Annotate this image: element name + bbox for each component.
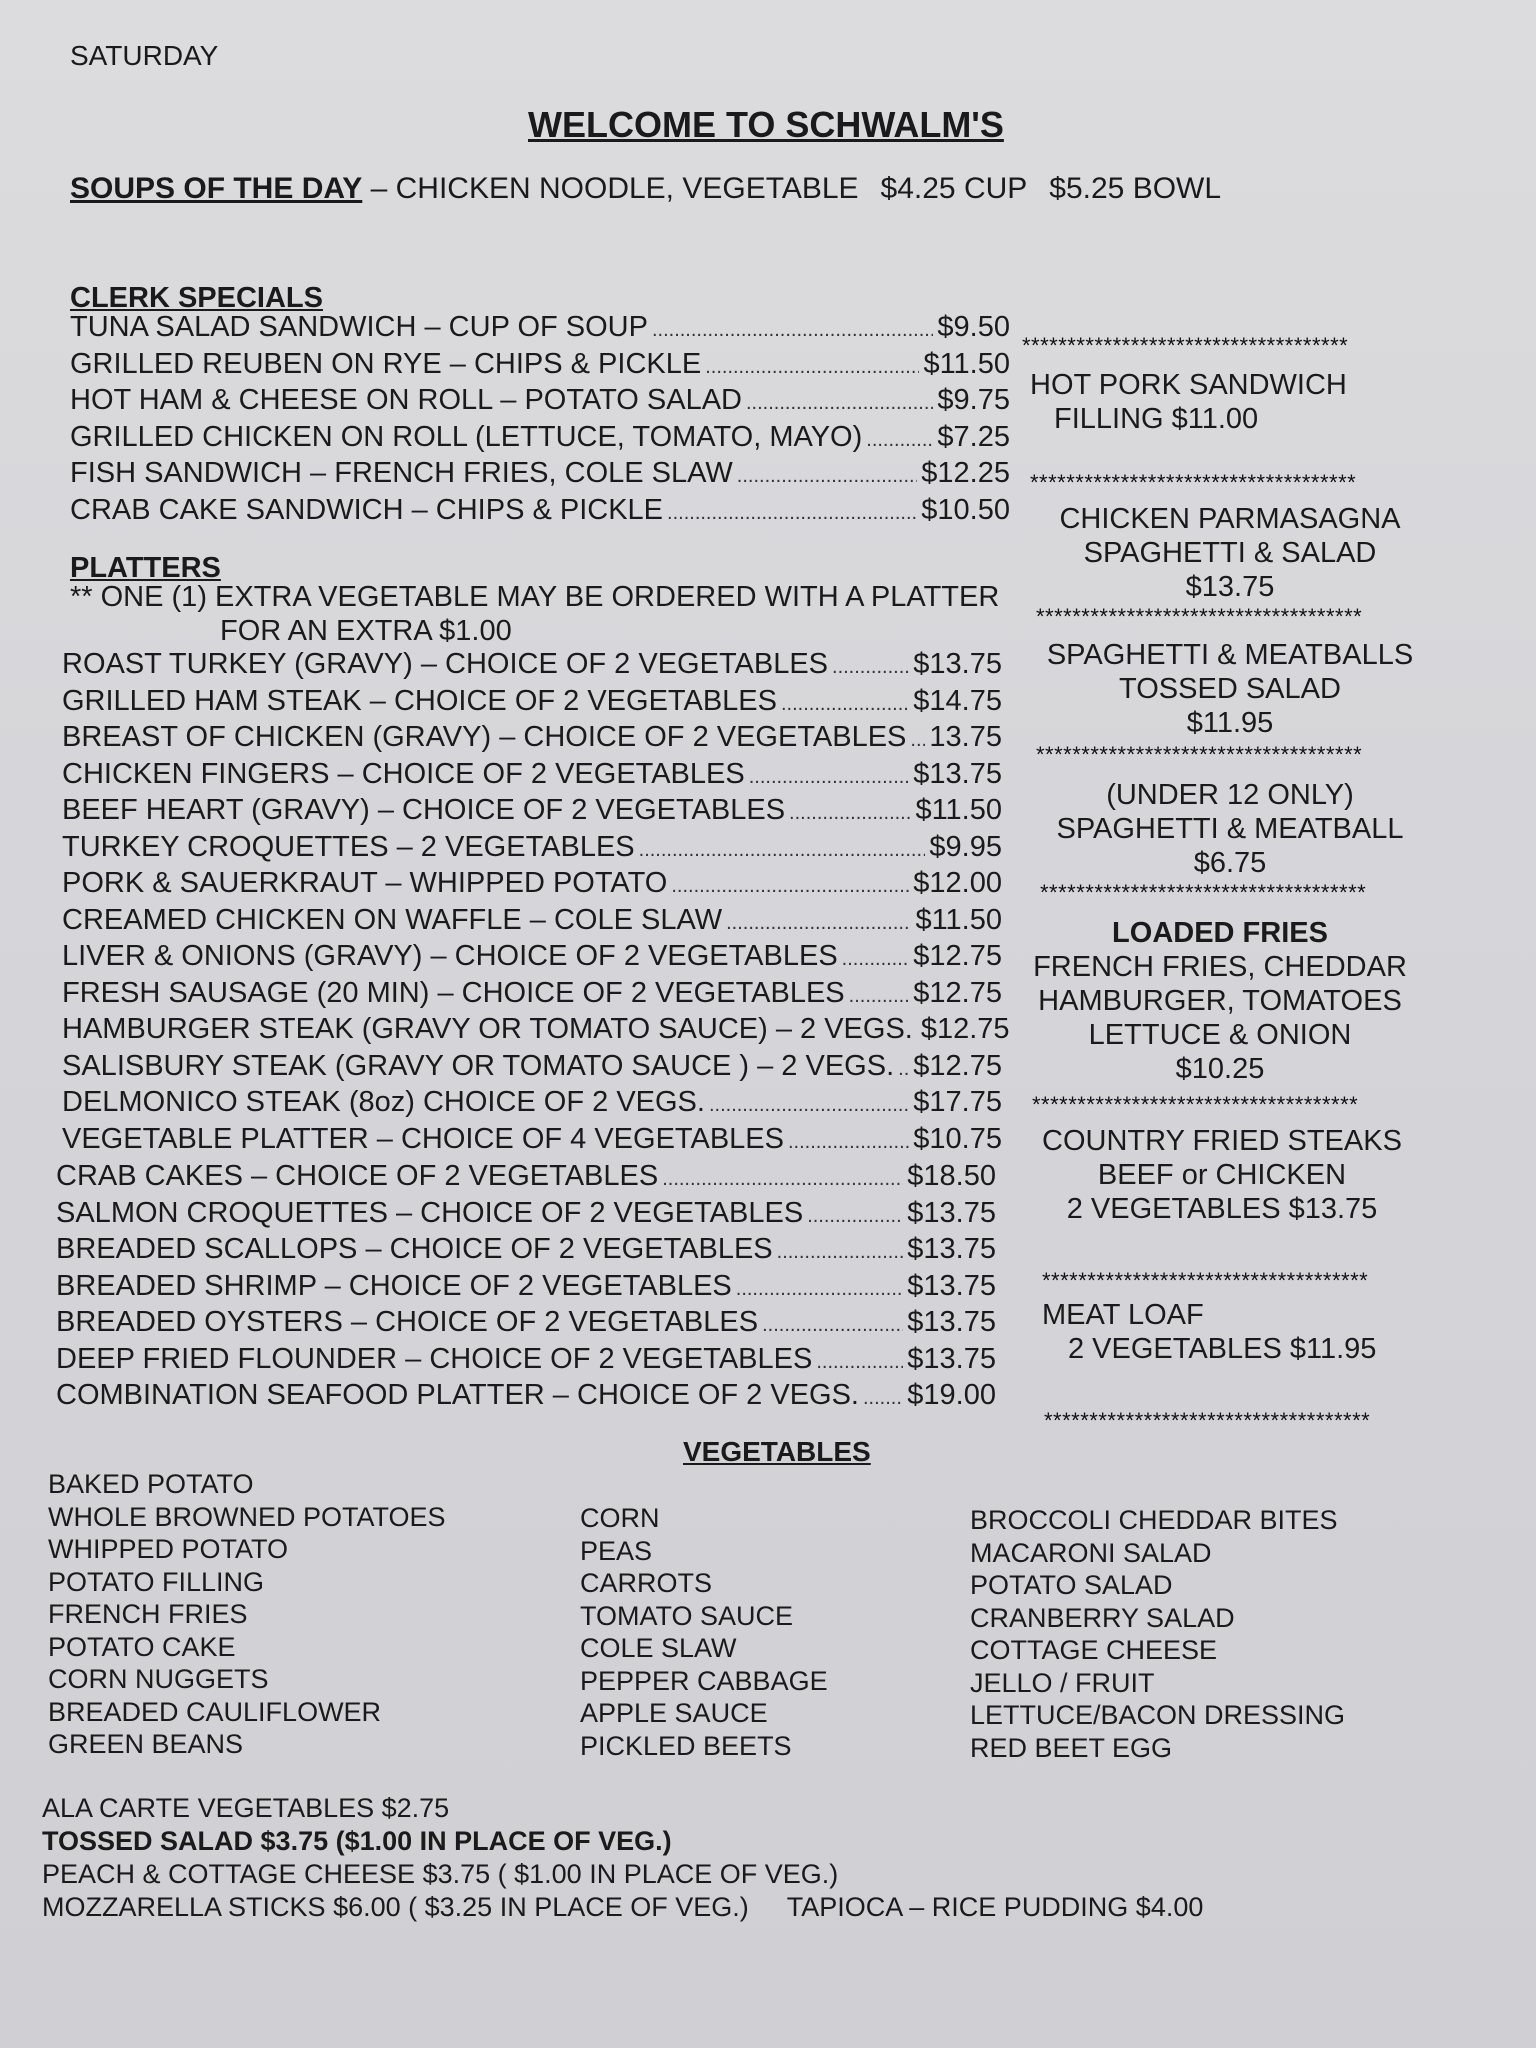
menu-item-row	[56, 1160, 996, 1197]
mozzarella-line	[42, 1891, 1203, 1924]
menu-item-name: DEEP FRIED FLOUNDER – CHOICE OF 2 VEGETABLES	[56, 1342, 813, 1375]
dot-leader	[709, 1089, 909, 1123]
dot-leader	[781, 688, 909, 722]
dot-leader	[863, 1382, 903, 1416]
menu-item-price: $12.00	[913, 867, 1002, 899]
meat-loaf-title: MEAT LOAF	[1042, 1299, 1204, 1331]
vegetable-item: RED BEET EGG	[970, 1732, 1173, 1763]
menu-item-row	[62, 1123, 1002, 1160]
dot-leader	[807, 1200, 903, 1234]
menu-item-price: $13.75	[913, 757, 1002, 790]
soup-bowl-price: $5.25 BOWL	[1049, 172, 1222, 205]
menu-item-price: $13.75	[907, 1342, 996, 1375]
dot-leader	[736, 1273, 904, 1307]
divider-stars: ************************************	[1040, 880, 1367, 905]
loaded-fries-line: LETTUCE & ONION	[1088, 1019, 1352, 1051]
menu-item-row	[70, 494, 1010, 531]
vegetable-item: PICKLED BEETS	[580, 1730, 792, 1761]
tossed-salad-line: TOSSED SALAD $3.75 ($1.00 IN PLACE OF VEG.)	[42, 1826, 672, 1856]
ala-carte-line: ALA CARTE VEGETABLES $2.75	[42, 1793, 450, 1823]
menu-item-price: $11.50	[915, 903, 1002, 936]
platters-note-extra: FOR AN EXTRA $1.00	[220, 615, 512, 647]
dot-leader	[737, 460, 918, 494]
vegetable-item: CRANBERRY SALAD	[970, 1602, 1235, 1633]
menu-item-name: BREADED OYSTERS – CHOICE OF 2 VEGETABLES	[56, 1306, 759, 1338]
menu-item-row	[70, 348, 1010, 385]
dot-leader	[788, 1126, 909, 1160]
menu-item-row	[70, 457, 1010, 494]
dot-leader	[639, 834, 926, 868]
menu-item-row	[62, 685, 1002, 722]
menu-item-name: COMBINATION SEAFOOD PLATTER – CHOICE OF 2 VEGS.	[56, 1379, 859, 1411]
menu-item-price: $12.75	[913, 976, 1002, 1009]
dot-leader	[671, 870, 909, 904]
menu-item-price: $11.50	[923, 347, 1010, 380]
dot-leader	[746, 387, 933, 421]
seafood-list	[56, 1160, 1010, 1416]
loaded-fries-line: HAMBURGER, TOMATOES	[1038, 985, 1402, 1017]
spaghetti-desc: TOSSED SALAD	[1119, 673, 1341, 705]
dot-leader	[726, 907, 911, 941]
loaded-fries-line: FRENCH FRIES, CHEDDAR	[1033, 951, 1407, 983]
menu-item-price: $13.75	[907, 1306, 996, 1338]
menu-item-price: $12.25	[921, 457, 1010, 489]
platters-note: ** ONE (1) EXTRA VEGETABLE MAY BE ORDERED WITH A PLATTER	[70, 581, 1000, 613]
kids-special	[1030, 778, 1430, 880]
menu-item-name: TUNA SALAD SANDWICH – CUP OF SOUP	[70, 311, 648, 343]
parmasagna-desc: SPAGHETTI & SALAD	[1083, 537, 1377, 569]
hot-pork-special	[1030, 368, 1347, 436]
vegetable-item: LETTUCE/BACON DRESSING	[970, 1700, 1346, 1730]
meat-loaf-special	[1042, 1298, 1376, 1366]
parmasagna-price: $13.75	[1185, 571, 1275, 603]
menu-item-row	[70, 421, 1010, 458]
divider-stars: ************************************	[1044, 1408, 1371, 1433]
loaded-fries-special	[1020, 916, 1420, 1086]
parmasagna-title: CHICKEN PARMASAGNA	[1059, 503, 1401, 535]
vegetable-item: FRENCH FRIES	[48, 1599, 248, 1629]
vegetable-item: TOMATO SAUCE	[580, 1600, 794, 1631]
menu-item-row	[56, 1233, 996, 1270]
menu-item-row	[62, 977, 1002, 1014]
menu-item-name: ROAST TURKEY (GRAVY) – CHOICE OF 2 VEGETABLES	[62, 648, 829, 680]
menu-item-price: $19.00	[907, 1379, 996, 1411]
spaghetti-special	[1030, 638, 1430, 740]
menu-item-name: HOT HAM & CHEESE ON ROLL – POTATO SALAD	[70, 384, 742, 416]
menu-item-price: $12.75	[920, 1013, 1010, 1045]
vegetable-item: COTTAGE CHEESE	[970, 1635, 1218, 1665]
vegetable-item: MACARONI SALAD	[970, 1537, 1212, 1568]
platters-heading: PLATTERS	[70, 552, 221, 584]
clerk-specials-list	[70, 311, 1010, 530]
vegetable-item: BREADED CAULIFLOWER	[48, 1696, 382, 1727]
menu-item-row	[70, 311, 1010, 348]
country-fried-price: 2 VEGETABLES $13.75	[1066, 1193, 1378, 1225]
menu-item-price: 13.75	[929, 721, 1002, 753]
soups-line	[70, 172, 1221, 206]
vegetable-item: WHIPPED POTATO	[48, 1534, 289, 1564]
dot-leader	[832, 651, 909, 685]
vegetables-heading: VEGETABLES	[683, 1436, 871, 1467]
menu-item-row	[62, 1050, 1002, 1087]
country-fried-title: COUNTRY FRIED STEAKS	[1042, 1125, 1402, 1157]
dot-leader	[777, 1236, 904, 1270]
menu-item-price: $17.75	[913, 1086, 1002, 1118]
menu-item-price: $12.75	[913, 1049, 1002, 1082]
dot-leader	[816, 1346, 903, 1380]
dot-leader	[667, 497, 917, 531]
menu-item-row	[70, 384, 1010, 421]
vegetable-item: APPLE SAUCE	[580, 1698, 768, 1728]
menu-item-name: FISH SANDWICH – FRENCH FRIES, COLE SLAW	[70, 457, 733, 489]
page-title: WELCOME TO SCHWALM'S	[528, 104, 1004, 145]
peach-cottage-line: PEACH & COTTAGE CHEESE $3.75 ( $1.00 IN PLACE OF VEG.)	[42, 1859, 839, 1889]
menu-item-name: CRAB CAKE SANDWICH – CHIPS & PICKLE	[70, 493, 664, 526]
menu-item-name: PORK & SAUERKRAUT – WHIPPED POTATO	[62, 867, 668, 899]
dot-leader	[898, 1053, 909, 1087]
meat-loaf-price: 2 VEGETABLES $11.95	[1068, 1333, 1377, 1365]
menu-item-row	[56, 1197, 996, 1234]
vegetables-column-1	[48, 1468, 446, 1761]
menu-item-row	[56, 1306, 996, 1343]
dot-leader	[849, 980, 910, 1014]
tapioca-text: TAPIOCA – RICE PUDDING $4.00	[786, 1892, 1204, 1922]
dot-leader	[842, 943, 910, 977]
menu-item-name: BREAST OF CHICKEN (GRAVY) – CHOICE OF 2 VEGETABLES	[62, 721, 907, 753]
menu-item-name: BEEF HEART (GRAVY) – CHOICE OF 2 VEGETABLES	[62, 794, 786, 826]
vegetable-item: PEPPER CABBAGE	[580, 1665, 828, 1696]
day-label: SATURDAY	[70, 40, 219, 71]
vegetable-item: BAKED POTATO	[48, 1469, 254, 1499]
vegetable-item: CARROTS	[580, 1568, 713, 1598]
dot-leader	[662, 1163, 903, 1197]
divider-stars: ************************************	[1042, 1268, 1369, 1293]
menu-item-name: SALISBURY STEAK (GRAVY OR TOMATO SAUCE ) – 2 VEGS.	[62, 1049, 895, 1082]
vegetable-item: WHOLE BROWNED POTATOES	[48, 1501, 446, 1532]
soups-label: SOUPS OF THE DAY	[70, 172, 363, 205]
menu-item-row	[62, 721, 1002, 758]
divider-stars: ************************************	[1022, 333, 1349, 358]
vegetable-item: COLE SLAW	[580, 1633, 737, 1663]
menu-item-price: $18.50	[907, 1160, 996, 1192]
menu-item-row	[62, 1013, 1010, 1050]
hot-pork-price: FILLING $11.00	[1054, 403, 1259, 435]
dot-leader	[749, 761, 910, 795]
menu-item-price: $13.75	[907, 1269, 996, 1302]
vegetable-item: GREEN BEANS	[48, 1729, 244, 1759]
vegetable-item: CORN NUGGETS	[48, 1664, 269, 1694]
platters-list	[62, 648, 1010, 1159]
menu-item-price: $9.50	[937, 311, 1010, 343]
menu-item-row	[62, 758, 1002, 795]
loaded-fries-title: LOADED FRIES	[1112, 917, 1328, 949]
kids-note: (UNDER 12 ONLY)	[1106, 779, 1354, 811]
menu-item-row	[56, 1379, 996, 1416]
menu-item-price: $13.75	[913, 648, 1002, 680]
menu-item-price: $9.75	[937, 384, 1010, 416]
menu-item-row	[62, 648, 1002, 685]
vegetables-column-2	[580, 1502, 828, 1762]
menu-item-name: SALMON CROQUETTES – CHOICE OF 2 VEGETABLES	[56, 1196, 804, 1229]
menu-item-price: $10.75	[913, 1122, 1002, 1155]
menu-item-name: DELMONICO STEAK (8oz) CHOICE OF 2 VEGS.	[62, 1086, 705, 1118]
menu-item-name: CHICKEN FINGERS – CHOICE OF 2 VEGETABLES	[62, 757, 745, 790]
menu-item-row	[62, 867, 1002, 904]
dot-leader	[866, 424, 933, 458]
menu-item-name: CRAB CAKES – CHOICE OF 2 VEGETABLES	[56, 1160, 659, 1192]
clerk-specials-heading: CLERK SPECIALS	[70, 282, 323, 314]
vegetable-item: POTATO FILLING	[48, 1566, 265, 1597]
soups-text: – CHICKEN NOODLE, VEGETABLE	[362, 172, 859, 205]
menu-item-name: VEGETABLE PLATTER – CHOICE OF 4 VEGETABLES	[62, 1122, 784, 1155]
kids-price: $6.75	[1193, 847, 1267, 879]
menu-item-price: $12.75	[913, 940, 1002, 972]
country-fried-desc: BEEF or CHICKEN	[1097, 1159, 1347, 1191]
vegetable-item: CORN	[580, 1503, 660, 1533]
menu-item-name: TURKEY CROQUETTES – 2 VEGETABLES	[62, 830, 635, 863]
divider-stars: ************************************	[1032, 1092, 1359, 1117]
menu-item-name: FRESH SAUSAGE (20 MIN) – CHOICE OF 2 VEGETABLES	[62, 976, 845, 1009]
kids-title: SPAGHETTI & MEATBALL	[1056, 813, 1404, 845]
menu-item-row	[62, 794, 1002, 831]
menu-item-name: CREAMED CHICKEN ON WAFFLE – COLE SLAW	[62, 903, 723, 936]
menu-item-price: $13.75	[907, 1196, 996, 1229]
soup-cup-price: $4.25 CUP	[880, 172, 1028, 205]
menu-item-row	[56, 1343, 996, 1380]
spaghetti-title: SPAGHETTI & MEATBALLS	[1046, 639, 1414, 671]
dot-leader	[652, 314, 933, 348]
spaghetti-price: $11.95	[1186, 707, 1274, 739]
divider-stars: ************************************	[1030, 470, 1357, 495]
menu-item-name: BREADED SHRIMP – CHOICE OF 2 VEGETABLES	[56, 1269, 732, 1302]
vegetable-item: POTATO CAKE	[48, 1631, 236, 1662]
menu-item-name: GRILLED REUBEN ON RYE – CHIPS & PICKLE	[70, 347, 702, 380]
divider-stars: ************************************	[1036, 742, 1363, 767]
vegetable-item: BROCCOLI CHEDDAR BITES	[970, 1505, 1338, 1535]
vegetables-column-3	[970, 1504, 1345, 1764]
vegetable-item: PEAS	[580, 1535, 653, 1566]
menu-item-price: $9.95	[929, 830, 1002, 863]
menu-item-row	[62, 940, 1002, 977]
menu-item-name: BREADED SCALLOPS – CHOICE OF 2 VEGETABLES	[56, 1233, 773, 1265]
dot-leader	[762, 1309, 903, 1343]
menu-item-name: GRILLED HAM STEAK – CHOICE OF 2 VEGETABLES	[62, 684, 777, 717]
menu-item-row	[56, 1270, 996, 1307]
mozzarella-text: MOZZARELLA STICKS $6.00 ( $3.25 IN PLACE OF VEG.)	[42, 1892, 749, 1922]
menu-item-price: $13.75	[907, 1233, 996, 1265]
loaded-fries-price: $10.25	[1175, 1053, 1265, 1085]
dot-leader	[789, 797, 911, 831]
menu-item-name: GRILLED CHICKEN ON ROLL (LETTUCE, TOMATO, MAYO)	[70, 420, 863, 453]
vegetable-item: JELLO / FRUIT	[970, 1667, 1155, 1698]
menu-item-row	[62, 904, 1002, 941]
hot-pork-title: HOT PORK SANDWICH	[1030, 369, 1347, 401]
extras-section	[42, 1792, 1203, 1924]
menu-item-price: $11.50	[915, 794, 1002, 826]
dot-leader	[705, 351, 919, 385]
menu-item-row	[62, 831, 1002, 868]
vegetable-item: POTATO SALAD	[970, 1570, 1173, 1600]
parmasagna-special	[1030, 502, 1430, 604]
country-fried-special	[1022, 1124, 1422, 1226]
menu-item-price: $7.25	[937, 420, 1010, 453]
menu-item-row	[62, 1086, 1002, 1123]
menu-item-price: $14.75	[913, 684, 1002, 717]
menu-item-price: $10.50	[921, 493, 1010, 526]
dot-leader	[910, 724, 925, 758]
menu-item-name: HAMBURGER STEAK (GRAVY OR TOMATO SAUCE) – 2 VEGS.	[62, 1013, 913, 1045]
divider-stars: ************************************	[1036, 604, 1363, 629]
menu-item-name: LIVER & ONIONS (GRAVY) – CHOICE OF 2 VEGETABLES	[62, 940, 838, 972]
